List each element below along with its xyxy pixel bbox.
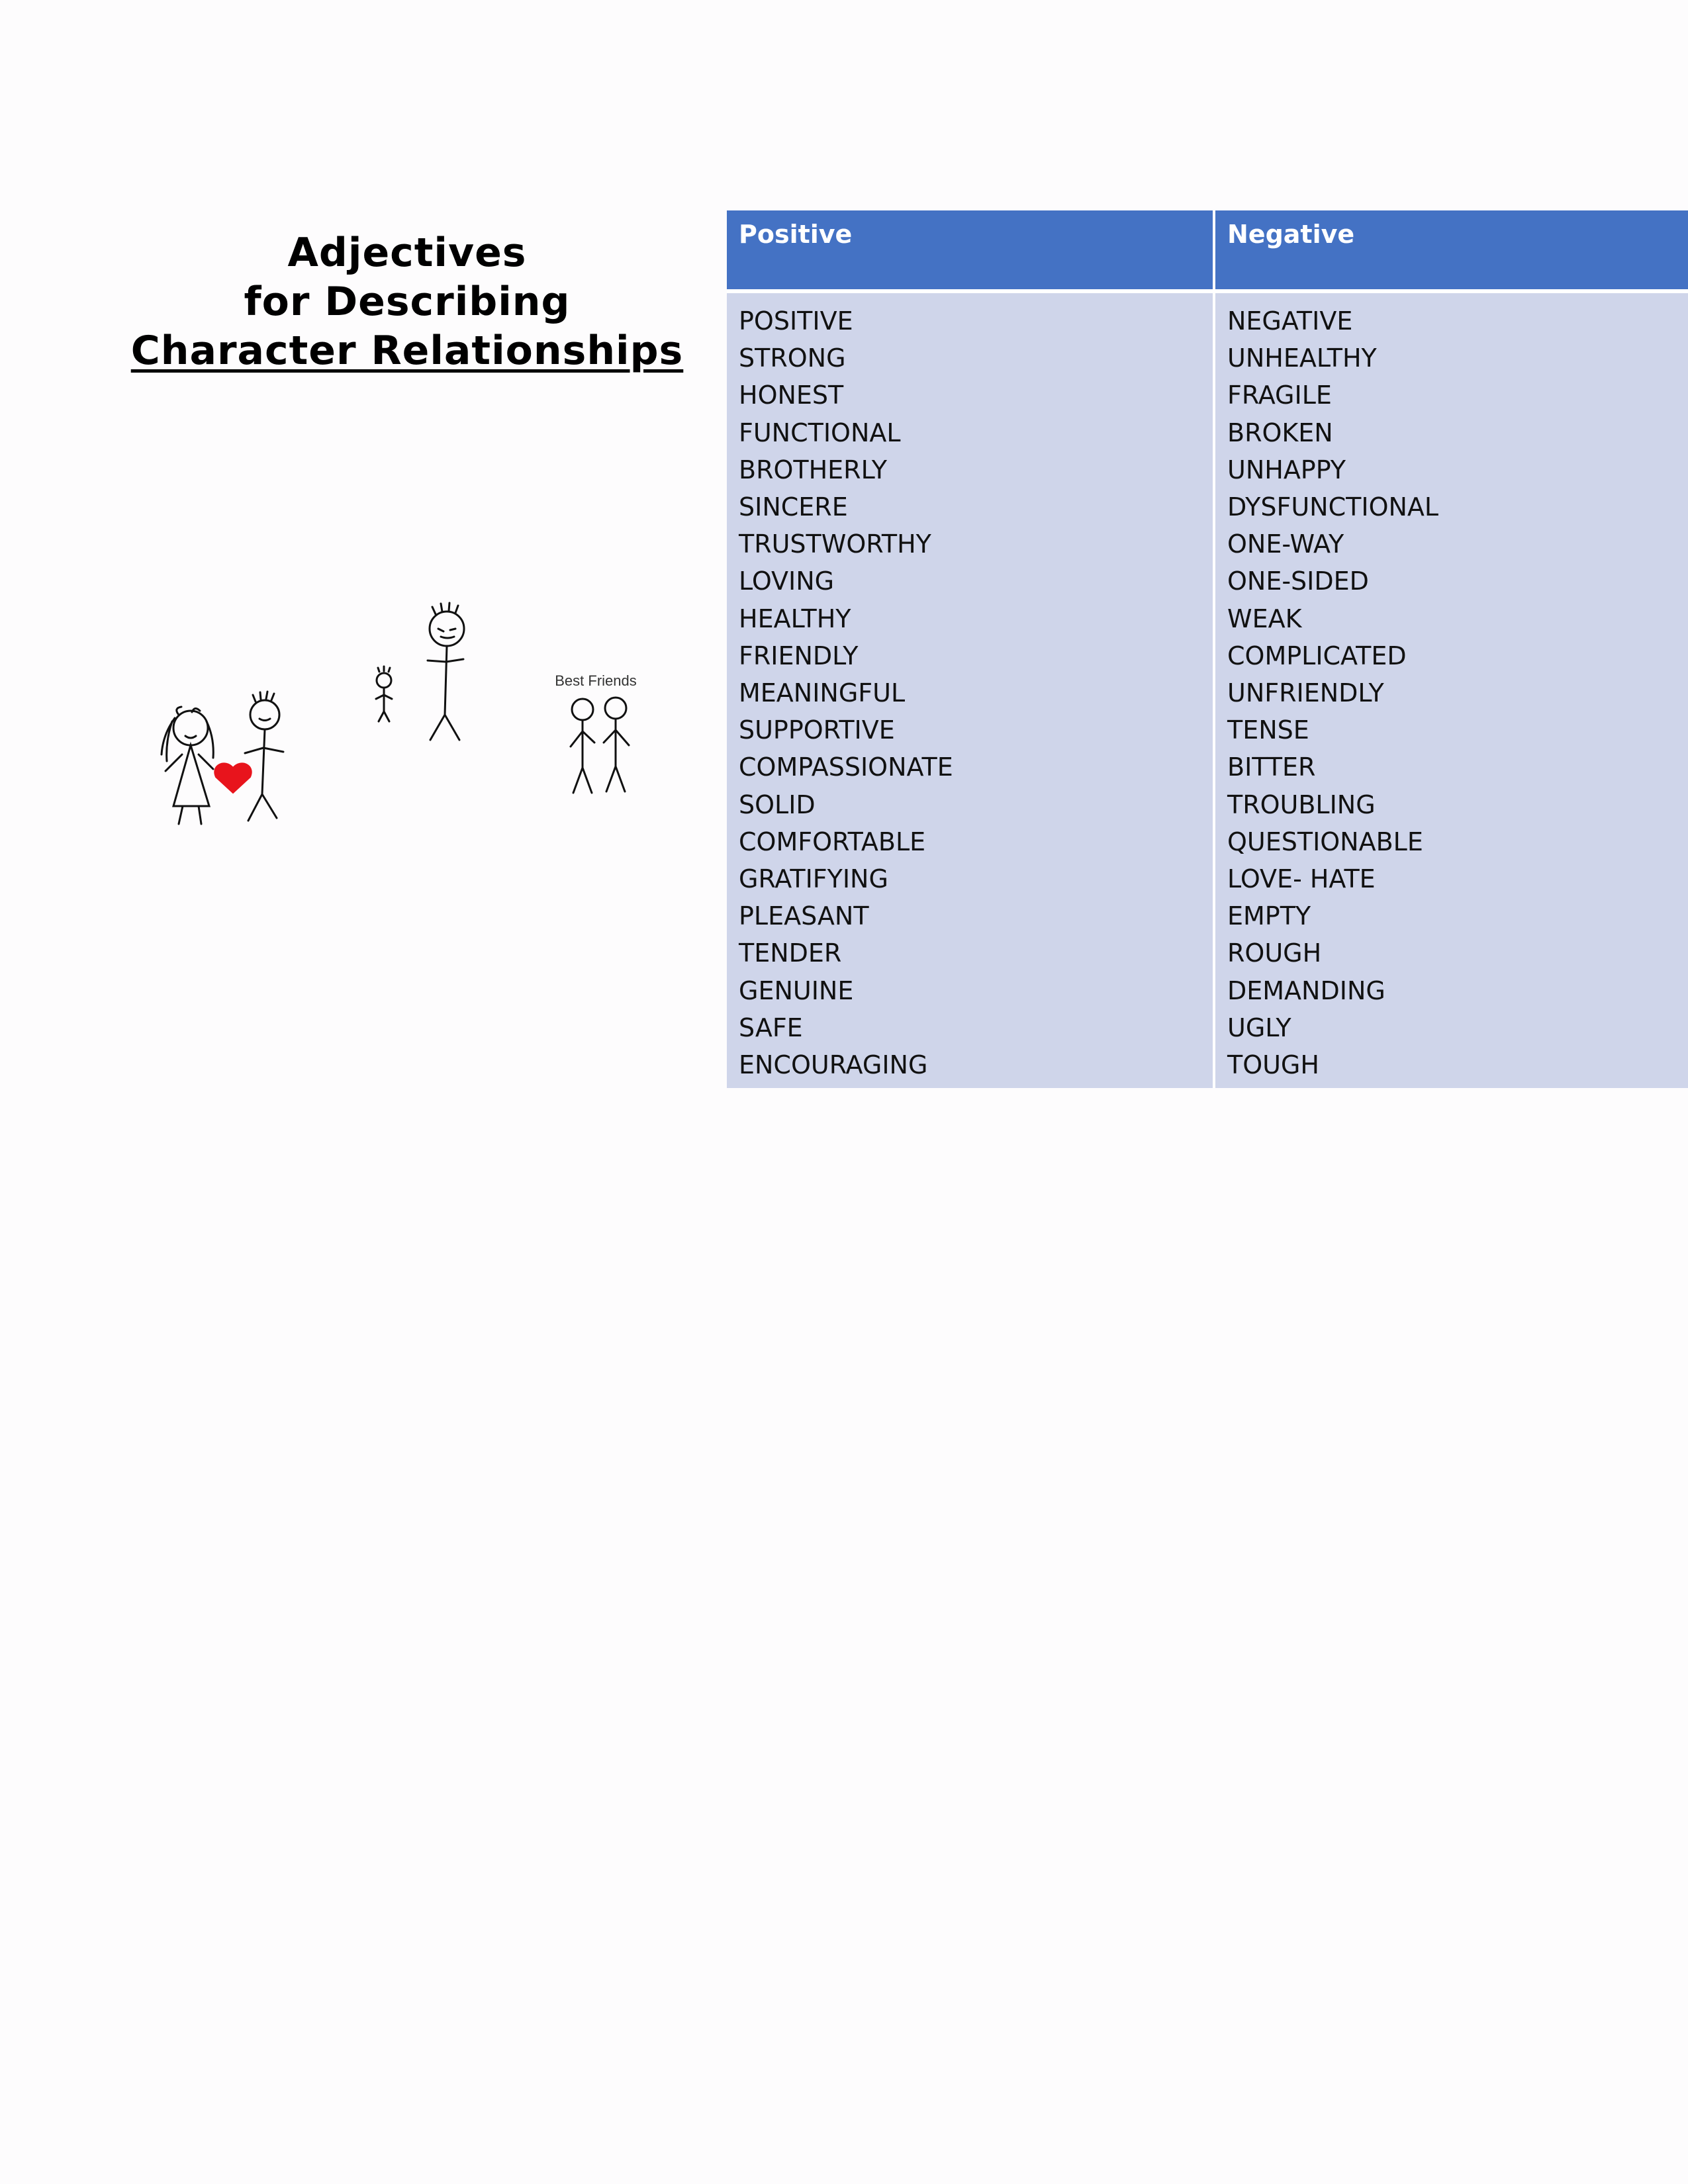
title-line-2: for Describing xyxy=(244,279,571,325)
positive-word: LOVING xyxy=(739,567,835,596)
negative-word: TOUGH xyxy=(1227,1050,1319,1080)
negative-word: BITTER xyxy=(1227,752,1316,782)
positive-word: STRONG xyxy=(739,343,846,373)
negative-word: TENSE xyxy=(1227,715,1309,745)
positive-word: POSITIVE xyxy=(739,306,853,336)
negative-word: ONE-SIDED xyxy=(1227,567,1369,596)
positive-word: PLEASANT xyxy=(739,901,869,931)
negative-word-list xyxy=(1227,302,1676,1083)
negative-word: BROKEN xyxy=(1227,418,1333,447)
negative-word: WEAK xyxy=(1227,604,1302,633)
negative-cell xyxy=(1214,291,1688,1088)
positive-word: GENUINE xyxy=(739,976,854,1005)
negative-word: TROUBLING xyxy=(1227,790,1376,819)
positive-word: HEALTHY xyxy=(739,604,851,633)
positive-word: SAFE xyxy=(739,1013,803,1042)
positive-word: BROTHERLY xyxy=(739,455,887,484)
positive-word: HONEST xyxy=(739,381,844,410)
positive-word: GRATIFYING xyxy=(739,864,888,894)
negative-word: UNHAPPY xyxy=(1227,455,1346,484)
positive-word: FUNCTIONAL xyxy=(739,418,901,447)
negative-word: ROUGH xyxy=(1227,938,1322,968)
best-friends-figure xyxy=(555,672,637,793)
negative-word: UNHEALTHY xyxy=(1227,343,1377,373)
positive-word: SINCERE xyxy=(739,492,848,522)
negative-word: ONE-WAY xyxy=(1227,529,1344,559)
positive-word: FRIENDLY xyxy=(739,641,859,670)
negative-word: EMPTY xyxy=(1227,901,1311,931)
positive-word: COMPASSIONATE xyxy=(739,752,953,782)
negative-column-header: Negative xyxy=(1214,210,1688,291)
positive-word: TRUSTWORTHY xyxy=(739,529,931,559)
best-friends-caption: Best Friends xyxy=(555,672,637,689)
negative-word: LOVE- HATE xyxy=(1227,864,1376,894)
title-line-3: Character Relationships xyxy=(130,328,684,374)
stick-figure-illustration xyxy=(132,596,715,841)
positive-word: SOLID xyxy=(739,790,816,819)
negative-word: QUESTIONABLE xyxy=(1227,827,1423,856)
positive-word-list xyxy=(739,302,1201,1083)
negative-word: COMPLICATED xyxy=(1227,641,1407,670)
couple-with-heart-figure xyxy=(162,692,283,824)
negative-word: FRAGILE xyxy=(1227,381,1332,410)
adjectives-table xyxy=(727,210,1688,1088)
title-line-1: Adjectives xyxy=(287,230,527,276)
positive-column-header: Positive xyxy=(727,210,1214,291)
positive-word: MEANINGFUL xyxy=(739,678,906,708)
small-and-tall-figure xyxy=(376,603,464,740)
negative-word: NEGATIVE xyxy=(1227,306,1353,336)
positive-word: ENCOURAGING xyxy=(739,1050,928,1080)
page-title xyxy=(99,228,715,375)
positive-word: TENDER xyxy=(739,938,842,968)
positive-cell xyxy=(727,291,1214,1088)
negative-word: DYSFUNCTIONAL xyxy=(1227,492,1439,522)
negative-word: UNFRIENDLY xyxy=(1227,678,1384,708)
positive-word: COMFORTABLE xyxy=(739,827,926,856)
negative-word: DEMANDING xyxy=(1227,976,1385,1005)
heart-icon xyxy=(214,763,251,793)
positive-word: SUPPORTIVE xyxy=(739,715,895,745)
negative-word: UGLY xyxy=(1227,1013,1291,1042)
